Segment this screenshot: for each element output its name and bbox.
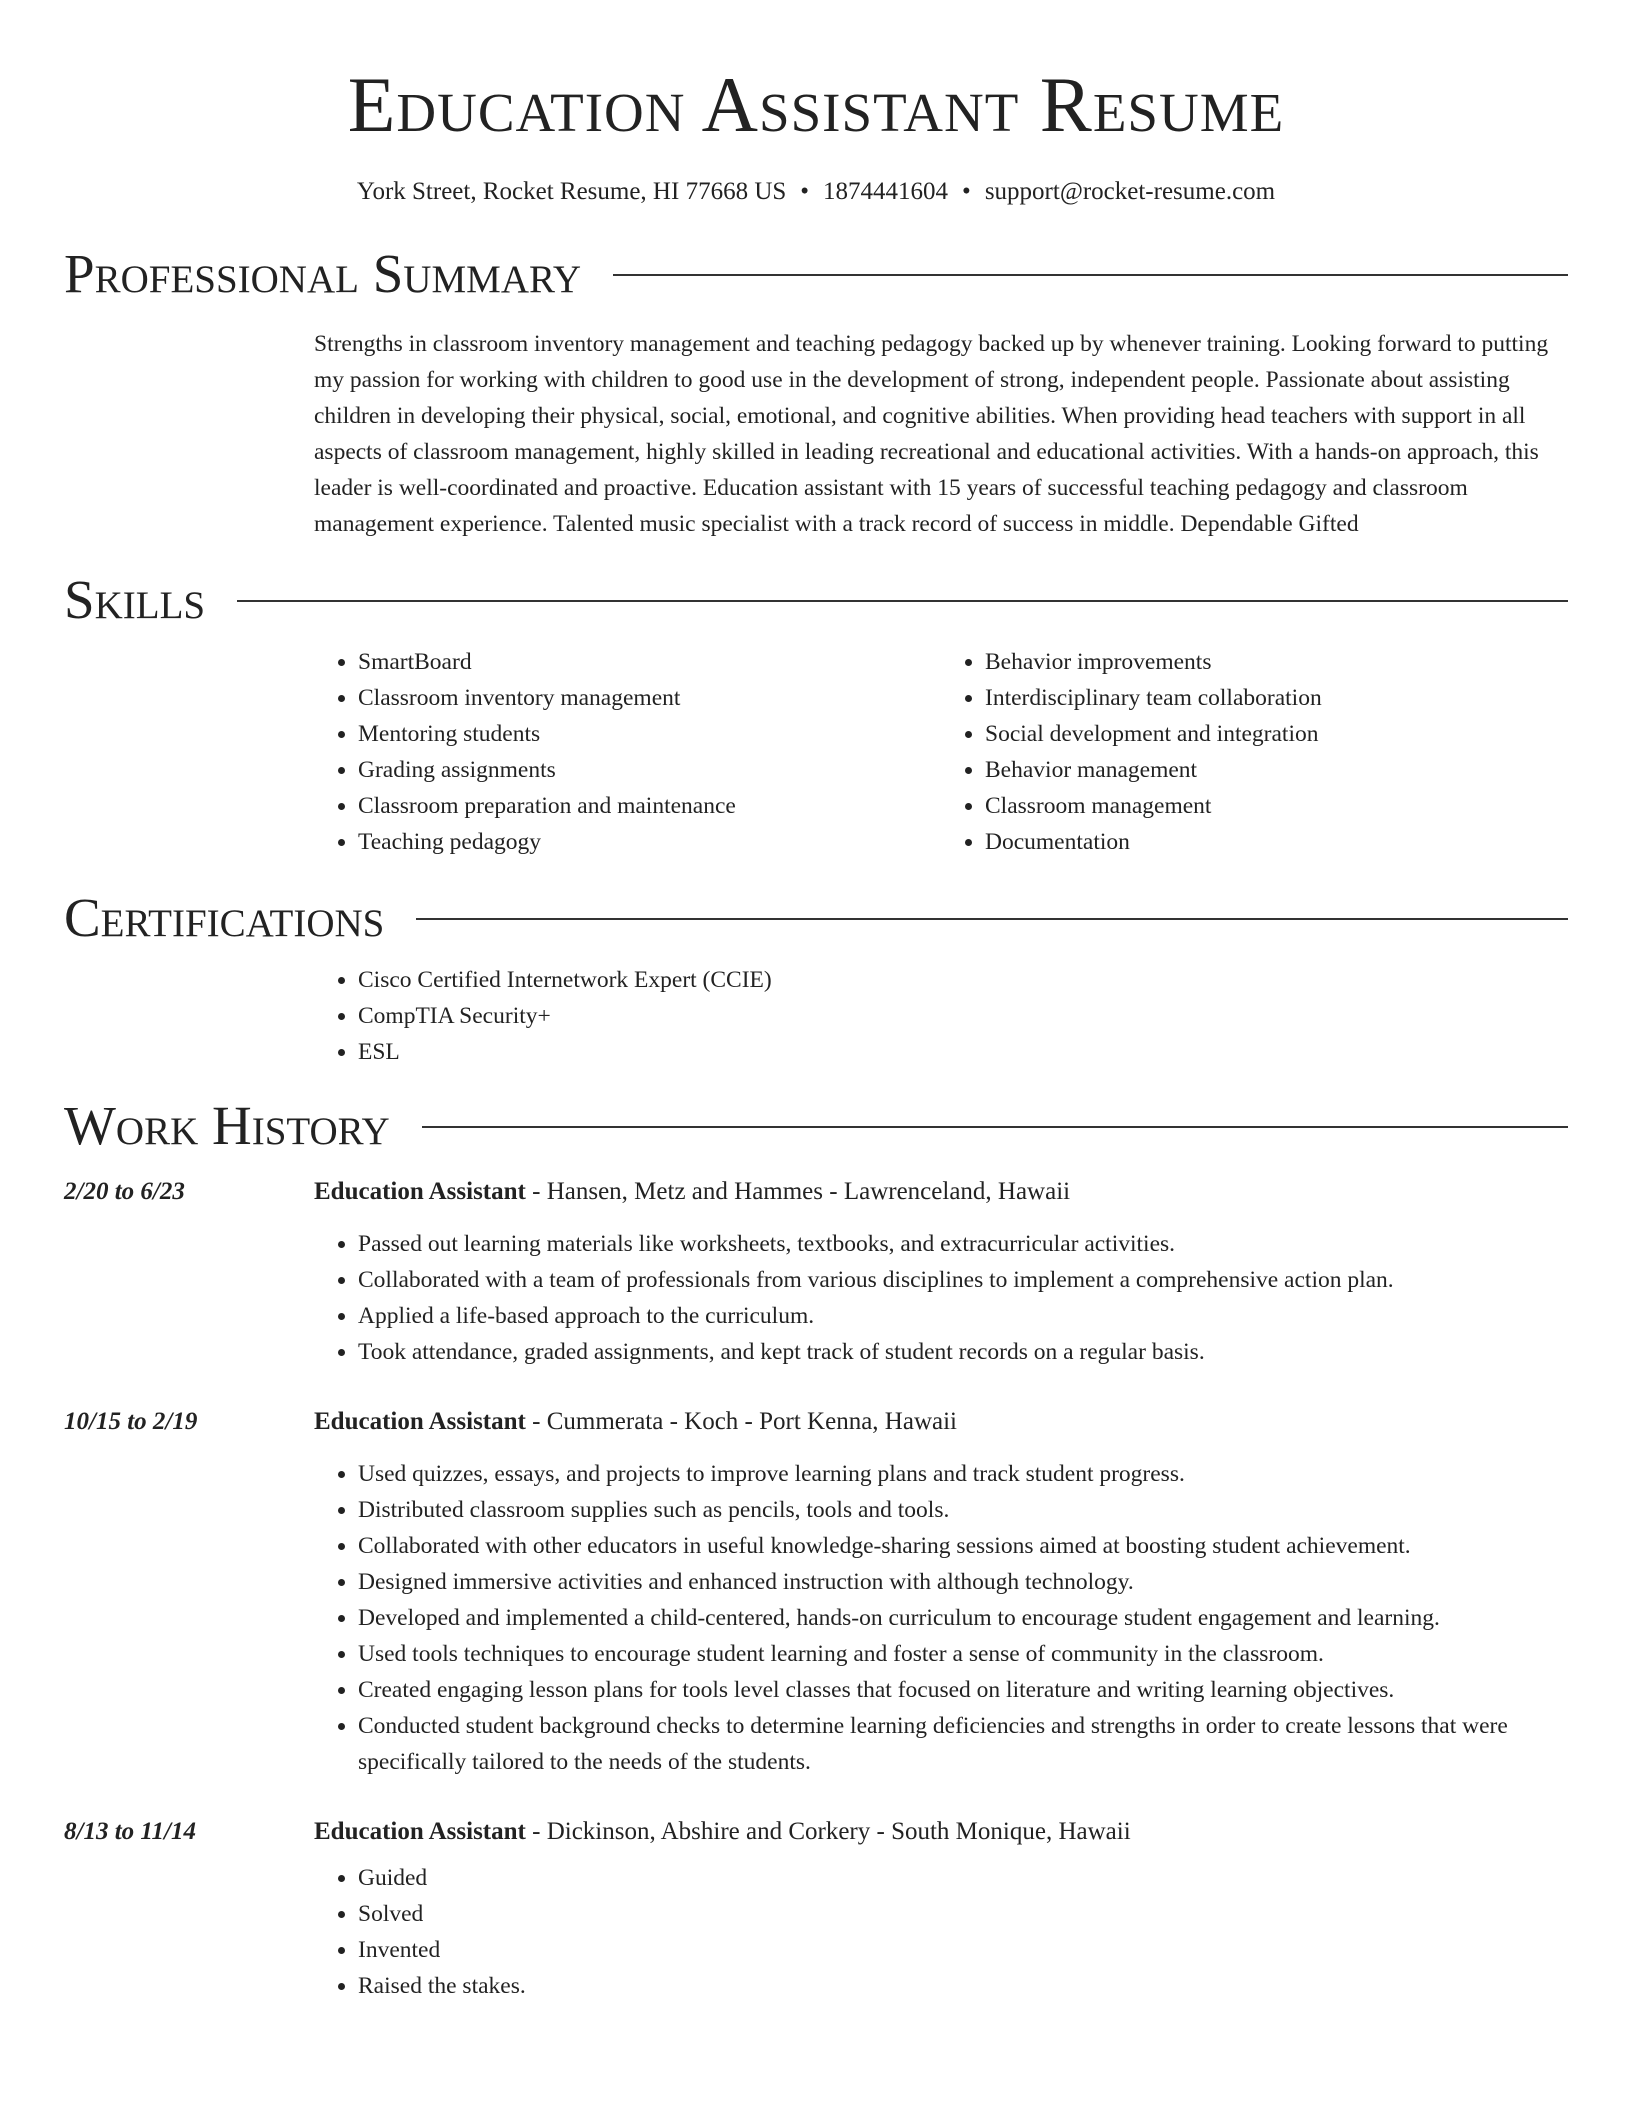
- skill-item: • Classroom inventory management: [358, 680, 941, 716]
- job-duty: • Designed immersive activities and enhanced instruction with although technology.: [358, 1564, 1568, 1600]
- resume-title: Education Assistant Resume: [347, 61, 1285, 148]
- job-duty: • Distributed classroom supplies such as pencils, tools and tools.: [358, 1492, 1568, 1528]
- certifications-section: [0, 888, 1632, 1070]
- job-employer: - Hansen, Metz and Hammes - Lawrenceland, Hawaii: [525, 1178, 1071, 1205]
- section-heading: Certifications: [64, 887, 385, 948]
- section-divider: [237, 600, 1568, 602]
- job-duty: • Created engaging lesson plans for tools level classes that focused on literature and writing learning objectives.: [358, 1672, 1568, 1708]
- job-entry: [64, 1174, 1568, 1370]
- skills-column-right: [941, 644, 1568, 860]
- work-history-header: [64, 1096, 1568, 1156]
- summary-text: Strengths in classroom inventory management and teaching pedagogy backed up by whenever training. Looking forward to putting my passion for working with children to good use in the development of strong, independent people. Passionate about assisting children in developing their physical, social, emotional, and cognitive abilities. When providing head teachers with support in all aspects of classroom management, highly skilled in leading recreational and educational activities. With a hands-on approach, this leader is well-coordinated and proactive. Education assistant with 15 years of successful teaching pedagogy and classroom management experience. Talented music specialist with a track record of success in middle. Dependable Gifted: [314, 331, 1549, 537]
- work-history-section: [0, 1096, 1632, 2004]
- job-title-line: [314, 1404, 1568, 1440]
- certifications-list: [314, 962, 1568, 1070]
- skill-item: • Documentation: [985, 824, 1568, 860]
- job-employer: - Cummerata - Koch - Port Kenna, Hawaii: [525, 1408, 957, 1435]
- job-title-line: [314, 1174, 1568, 1210]
- job-duty: • Took attendance, graded assignments, and kept track of student records on a regular basis.: [358, 1334, 1568, 1370]
- certification-item: • CompTIA Security+: [358, 998, 1568, 1034]
- job-dates: 10/15 to 2/19: [64, 1408, 198, 1435]
- job-duty: • Collaborated with other educators in useful knowledge-sharing sessions aimed at boosting student achievement.: [358, 1528, 1568, 1564]
- skill-item: • Classroom preparation and maintenance: [358, 788, 941, 824]
- email: support@rocket-resume.com: [984, 178, 1276, 205]
- skills-column-left: [314, 644, 941, 860]
- section-divider: [416, 918, 1568, 920]
- job-duty: • Passed out learning materials like worksheets, textbooks, and extracurricular activities.: [358, 1226, 1568, 1262]
- job-duty: • Raised the stakes.: [358, 1968, 1568, 2004]
- summary-header: [64, 244, 1568, 304]
- certification-item: • ESL: [358, 1034, 1568, 1070]
- skill-item: • SmartBoard: [358, 644, 941, 680]
- skill-item: • Classroom management: [985, 788, 1568, 824]
- job-duties: [314, 1456, 1568, 1780]
- job-title: Education Assistant: [314, 1408, 526, 1435]
- skill-item: • Social development and integration: [985, 716, 1568, 752]
- job-duty: • Invented: [358, 1932, 1568, 1968]
- job-body: [314, 1404, 1568, 1780]
- section-heading: Professional Summary: [64, 243, 582, 304]
- skill-item: • Mentoring students: [358, 716, 941, 752]
- job-title: Education Assistant: [314, 1818, 526, 1845]
- job-dates: 2/20 to 6/23: [64, 1178, 185, 1205]
- section-divider: [613, 274, 1568, 276]
- address: York Street, Rocket Resume, HI 77668 US: [356, 178, 787, 205]
- skill-item: • Teaching pedagogy: [358, 824, 941, 860]
- job-duties: [314, 1226, 1568, 1370]
- skill-item: • Behavior management: [985, 752, 1568, 788]
- certifications-header: [64, 888, 1568, 948]
- separator: •: [962, 178, 971, 205]
- contact-line: [0, 176, 1632, 208]
- job-duty: • Collaborated with a team of professionals from various disciplines to implement a comprehensive action plan.: [358, 1262, 1568, 1298]
- section-heading: Work History: [64, 1095, 390, 1156]
- section-heading: Skills: [64, 569, 206, 630]
- job-duty: • Developed and implemented a child-centered, hands-on curriculum to encourage student engagement and learning.: [358, 1600, 1568, 1636]
- job-duty: • Used tools techniques to encourage student learning and foster a sense of community in the classroom.: [358, 1636, 1568, 1672]
- job-duty: • Solved: [358, 1896, 1568, 1932]
- job-title-line: [314, 1814, 1568, 1850]
- job-duty: • Conducted student background checks to determine learning deficiencies and strengths in order to create lessons that were specifically tailored to the needs of the students.: [358, 1708, 1568, 1780]
- separator: •: [800, 178, 810, 205]
- skill-item: • Grading assignments: [358, 752, 941, 788]
- job-duties: [314, 1860, 1568, 2004]
- job-body: [314, 1814, 1568, 2004]
- section-divider: [422, 1126, 1568, 1128]
- job-entry: [64, 1404, 1568, 1780]
- job-dates: 8/13 to 11/14: [64, 1818, 196, 1845]
- job-duty: • Used quizzes, essays, and projects to improve learning plans and track student progress.: [358, 1456, 1568, 1492]
- phone: 1874441604: [823, 178, 949, 205]
- skill-item: • Interdisciplinary team collaboration: [985, 680, 1568, 716]
- certification-item: • Cisco Certified Internetwork Expert (CCIE): [358, 962, 1568, 998]
- skills-section: [0, 570, 1632, 860]
- skills-list: [314, 644, 1568, 860]
- job-entry: [64, 1814, 1568, 2004]
- summary-section: [0, 244, 1632, 542]
- job-title: Education Assistant: [314, 1178, 526, 1205]
- job-employer: - Dickinson, Abshire and Corkery - South Monique, Hawaii: [525, 1818, 1131, 1845]
- job-duty: • Applied a life-based approach to the curriculum.: [358, 1298, 1568, 1334]
- skills-header: [64, 570, 1568, 630]
- job-body: [314, 1174, 1568, 1370]
- skill-item: • Behavior improvements: [985, 644, 1568, 680]
- job-duty: • Guided: [358, 1860, 1568, 1896]
